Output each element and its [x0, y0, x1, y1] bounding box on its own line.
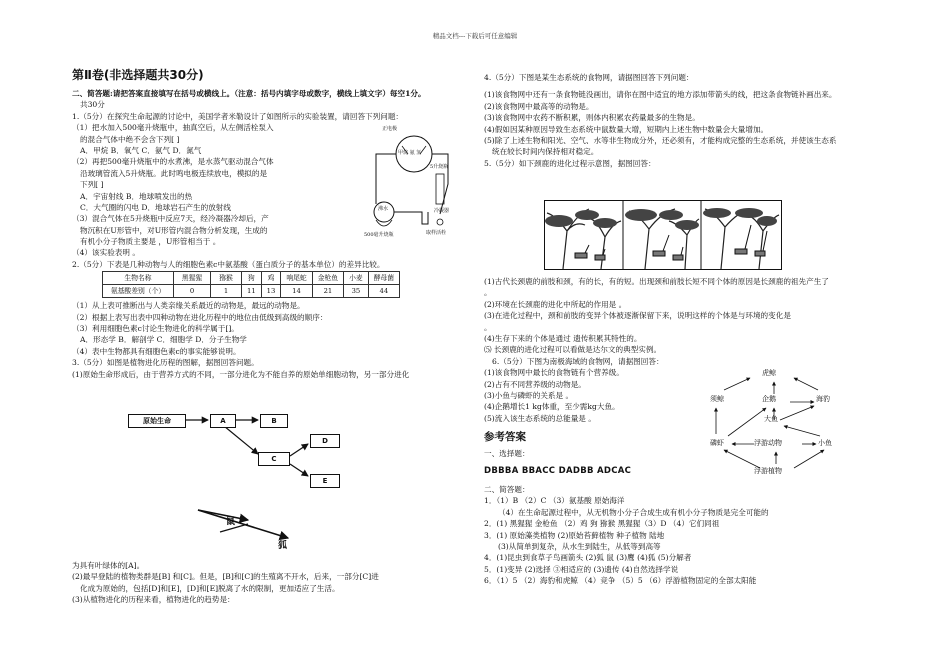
node-b: B — [260, 414, 288, 428]
q2-line: （3）利用细胞色素c讨论生物进化的科学属于[]。 — [72, 324, 239, 334]
table-cell: 35 — [344, 285, 369, 298]
table-cell: 21 — [312, 285, 343, 298]
node-seal: 海豹 — [816, 395, 830, 403]
table-header-cell: 黑猩猩 — [174, 272, 211, 285]
q5-line: 。 — [484, 288, 492, 298]
q3-line: (3)从植物进化的历程来看，植物进化的趋势是： — [72, 595, 235, 605]
q4-line: 统在较长时间内保持相对稳定。 — [492, 147, 599, 157]
q6-line: (4)企鹅增长1 kg体重，至少需kg大鱼。 — [484, 402, 620, 412]
page-header: 精品文档---下载后可任意编辑 — [432, 32, 518, 40]
plant-evolution-figure — [128, 412, 428, 560]
table-row-label: 氨基酸差别（个） — [103, 285, 174, 298]
node-e: E — [310, 474, 340, 488]
label-electrode: 正电极 — [382, 126, 398, 132]
q1-line: 物沉积在U形管中，对U形管内混合物分析发现，生成的 — [80, 225, 268, 235]
apparatus-diagram — [362, 124, 462, 244]
answer-key: DBBBA BBACC DADBB ADCAC — [484, 466, 632, 477]
q4-line: (4)假如因某种原因导致生态系统中鼠数量大增，短期内上述生物中数量会大量增加。 — [484, 124, 769, 134]
table-cell: 0 — [174, 285, 211, 298]
q2-line: （2）根据上表写出表中四种动物在进化历程中的地位由低级到高级的顺序： — [72, 312, 328, 322]
table-cell: 1 — [211, 285, 242, 298]
table-cell: 13 — [261, 285, 281, 298]
table-cell: 14 — [281, 285, 312, 298]
node-zooplankton: 浮游动物 — [754, 439, 782, 447]
q4-line: 4.（5分）下图是某生态系统的食物网，请据图回答下列问题： — [484, 73, 694, 82]
label-gas: 甲烷 氨 氢 — [398, 150, 422, 156]
answer-line: （4）在生命起源过程中，从无机物小分子合成生成有机小分子物质是完全可能的 — [498, 507, 769, 517]
node-penguin: 企鹅 — [762, 395, 776, 403]
q4-line: (1)该食物网中还有一条食物链没画出，请你在图中适宜的地方添加带箭头的线，把这条食物链补画出来。 — [484, 90, 837, 100]
table-header-cell: 小麦 — [344, 272, 369, 285]
q2-line: （4）表中生物都具有细胞色素c的事实能够说明。 — [72, 346, 241, 356]
q5-line: (2)环境在长颈鹿的进化中所起的作用是 。 — [484, 299, 627, 309]
node-baleen-whale: 须鲸 — [710, 395, 724, 403]
q1-line: （1）把水加入500毫升烧瓶中，抽真空后，从左侧活栓泵入 — [72, 123, 274, 133]
q1-line: A．甲烷 B．氧气 C．氨气 D．氮气 — [80, 145, 202, 155]
label-condenser: 冷凝器 — [434, 208, 450, 214]
food-web-arrows — [710, 368, 870, 490]
q3-line: (2)最早登陆的植物类群是[B] 和[C]。但是，[B]和[C]的生殖离不开水，后来，一部分[C]进 — [72, 572, 379, 582]
evolution-arrows — [128, 412, 428, 560]
food-web-figure — [710, 368, 870, 490]
label-5l-flask: 5升烧瓶 — [430, 164, 449, 170]
node-d: D — [310, 434, 340, 448]
giraffe-evolution-figure — [544, 200, 782, 270]
q3-line: 化成为原始的，包括[D]和[E]，[D]和[E]脱离了水的限制，更加适应了生活。 — [80, 583, 340, 593]
table-header-cell: 酵母菌 — [368, 272, 399, 285]
q6-line: (5)流入该生态系统的总能量是 。 — [484, 413, 596, 423]
section-title: 第Ⅱ卷(非选择题共30分) — [72, 68, 204, 82]
node-big-fish: 大鱼 — [764, 415, 778, 423]
q5-line: 。 — [484, 322, 492, 332]
node-a: A — [210, 414, 236, 428]
label-sampling: 取样活栓 — [426, 230, 447, 236]
giraffe-illustration — [545, 201, 781, 269]
q4-line: (3)该食物网中农药不断积累，则体内积累农药量最多的生物是。 — [484, 113, 700, 123]
q4-line: (2)该食物网中最高等的动物是。 — [484, 101, 594, 111]
answer-line: 3．(1) 原始藻类植物 (2)原始苔藓植物 种子植物 陆地 — [484, 530, 665, 540]
table-header-cell: 狗 — [242, 272, 262, 285]
table-header-cell: 生物名称 — [103, 272, 174, 285]
table-header-row — [103, 272, 400, 285]
section-instruction-2: 共30分 — [80, 100, 105, 110]
table-header-cell: 响尾蛇 — [281, 272, 312, 285]
q1-line: 的混合气体中绝不会含下列[ ] — [80, 134, 180, 144]
table-row — [103, 285, 400, 298]
q2-intro: 2.（5分）下表是几种动物与人的细胞色素c中氨基酸（蛋白质分子的基本单位）的差异比较。 — [72, 259, 385, 269]
q1-line: 沿玻璃管流入5升烧瓶。此时鸣电极连续放电，模拟的是 — [80, 168, 268, 178]
q5-line: ⑸ 长颈鹿的进化过程可以看做是达尔文的典型实例。 — [484, 345, 662, 355]
section-instruction: 二、简答题:请把答案直接填写在括号或横线上。（注意：括号内填字母或数字，横线上填文字）每空1分。 — [72, 89, 426, 98]
node-c: C — [258, 452, 290, 466]
node-krill: 磷虾 — [710, 439, 724, 447]
answer-line: 4．(1)昆虫到食草子鸟画箭头 (2)狐 鼠 (3)鹰 (4)狐 (5)分解者 — [484, 553, 692, 563]
answer-line: 2．(1) 黑猩猩 金枪鱼 （2）鸡 狗 猕猴 黑猩猩（3）D （4）它们同祖 — [484, 519, 720, 529]
q5-line: (1)古代长颈鹿的前肢和颈，有的长，有的短。出现颈和前肢长短不同个体的原因是长颈鹿的祖先产生了 — [484, 277, 829, 286]
q5-line: (4)生存下来的个体是通过 遗传积累其特性的。 — [484, 333, 642, 343]
answer-line: 5．(1)变异 (2)选择 ③相适应的 (3)遗传 (4)自然选择学说 — [484, 564, 679, 574]
q1-line: （4）该实验表明 。 — [72, 248, 140, 258]
answers-section-2: 二、简答题： — [484, 484, 530, 494]
answers-section-1: 一、选择题： — [484, 448, 530, 458]
answer-line: 6．（1）5 （2）海豹和虎鲸 （4）竞争 （5）5 （6）浮游植物固定的全部太阳能 — [484, 576, 757, 586]
answer-line: 1．（1）B （2）C （3）氨基酸 原始海洋 — [484, 496, 625, 506]
node-small-fish: 小鱼 — [818, 439, 832, 447]
q1-line: 有机小分子物质主要是 ，U形管相当于 。 — [80, 237, 221, 247]
node-phytoplankton: 浮游植物 — [754, 467, 782, 475]
amino-acid-table — [102, 271, 400, 298]
q1-line: （2）再把500毫升烧瓶中的水煮沸，是水蒸气驱动混合气体 — [72, 157, 274, 167]
q1-line: （3）混合气体在5升烧瓶中反应7天，经冷凝器冷却后，产 — [72, 214, 269, 224]
q1-line: 1.（5分）在探究生命起源的讨论中，美国学者米勒设计了如图所示的实验装置，请回答下列问题： — [72, 111, 404, 121]
label-water: 沸水 — [378, 206, 389, 212]
q4-line: (5)除了上述生物和阳光、空气、水等非生物成分外，还必须有，才能构成完整的生态系统，并使该生态系 — [484, 135, 837, 145]
table-header-cell: 金枪鱼 — [312, 272, 343, 285]
q6-line: (3)小鱼与磷虾的关系是 。 — [484, 390, 574, 400]
table-header-cell: 猕猴 — [211, 272, 242, 285]
q2-line: （1）从上表可推断出与人类亲缘关系最近的动物是，最远的动物是。 — [72, 301, 305, 311]
table-header-cell: 鸡 — [261, 272, 281, 285]
q6-line: (2)占有不同营养级的动物是。 — [484, 379, 586, 389]
q6-intro: 6.（5分）下图为南极海域的食物网，请据图回答： — [492, 356, 664, 366]
q1-line: C．大气圈的闪电 D．地球岩石产生的放射线 — [80, 202, 231, 212]
q3-line: (1)原始生命形成后，由于营养方式的不同，一部分进化为不能自养的原始单细胞动物，另一部分进化 — [72, 369, 410, 379]
q5-intro: 5.（5分）如下颈鹿的进化过程示意图，据图回答： — [484, 158, 656, 168]
answers-title: 参考答案 — [484, 431, 526, 444]
q1-line: 下列[ ] — [80, 180, 104, 190]
miller-apparatus-figure — [362, 124, 462, 244]
label-500ml-flask: 500毫升烧瓶 — [364, 232, 394, 238]
node-killer-whale: 虎鲸 — [762, 369, 776, 377]
q3-line: 为具有叶绿体的[A]。 — [72, 561, 145, 570]
answer-line: (3)从简单到复杂，从水生到陆生，从低等到高等 — [498, 541, 661, 551]
table-cell: 11 — [242, 285, 262, 298]
q3-intro: 3.（5分）如图是植物进化历程的图解，据图回答问题。 — [72, 358, 259, 368]
q1-line: A．宇宙射线 B．地球喷发出的热 — [80, 191, 193, 201]
left-column-lower — [72, 560, 467, 606]
q5-line: (3)在进化过程中，颈和前肢的变异个体被逐渐保留下来，说明这样的个体是与环境的变化是 — [484, 311, 791, 321]
q2-line: A．形态学 B．解剖学 C．细胞学 D．分子生物学 — [80, 335, 247, 345]
right-column — [484, 72, 879, 169]
q6-line: (1)该食物网中最长的食物链有个营养级。 — [484, 368, 624, 378]
node-origin-of-life: 原始生命 — [128, 414, 186, 428]
label-fox: 狐 — [278, 541, 288, 551]
label-mouse: 鼠 — [226, 517, 236, 527]
table-cell: 44 — [368, 285, 399, 298]
